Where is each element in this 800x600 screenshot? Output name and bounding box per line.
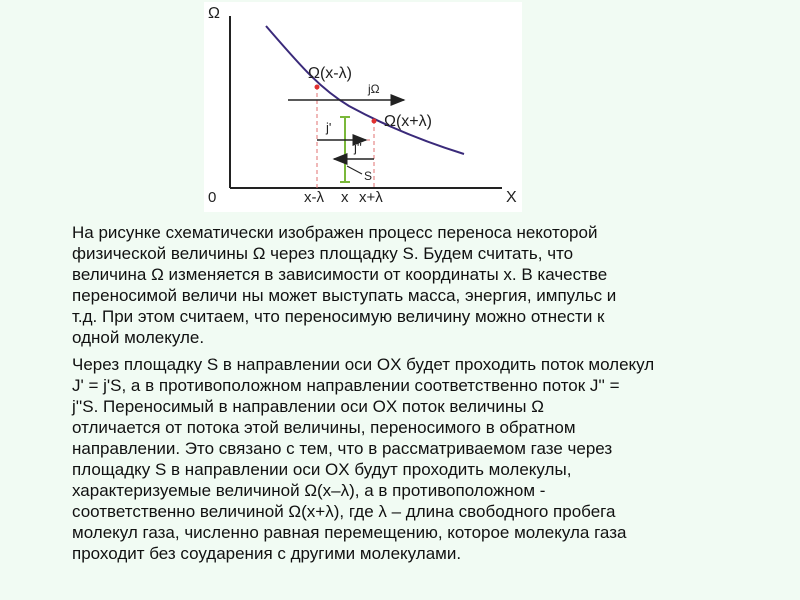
diagram-svg	[204, 2, 522, 212]
paragraph-1	[72, 222, 748, 348]
transfer-diagram	[204, 2, 522, 212]
tick-label-mid: x	[341, 189, 349, 206]
paragraph-2-line: направлении. Это связано с тем, что в рассматриваемом газе через	[72, 439, 613, 458]
area-label: S	[364, 169, 373, 183]
curve-label-right: Ω(x+λ)	[384, 113, 432, 130]
paragraph-2-line: площадку S в направлении оси OX будут проходить молекулы,	[72, 460, 572, 479]
paragraph-1-line: На рисунке схематически изображен процесс переноса некоторой	[72, 223, 598, 242]
paragraph-2-line: Через площадку S в направлении оси OX будет проходить поток молекул	[72, 355, 655, 374]
curve-label-left: Ω(x-λ)	[308, 65, 352, 82]
flux-label-backward: j''	[354, 140, 362, 155]
flux-label-forward: j'	[326, 120, 332, 135]
origin-label: 0	[208, 189, 217, 206]
x-axis-label: X	[506, 189, 517, 206]
flux-label-top: jΩ	[368, 82, 380, 96]
omega-curve	[266, 26, 464, 154]
point-right	[372, 119, 377, 124]
paragraph-1-line: переносимой величи ны может выступать масса, энергия, импульс и	[72, 286, 617, 305]
paragraph-2-line: отличается от потока этой величины, переносимого в обратном	[72, 418, 576, 437]
paragraph-1-line: величина Ω изменяется в зависимости от координаты x. В качестве	[72, 265, 608, 284]
point-left	[315, 85, 320, 90]
paragraph-1-line: физической величины Ω через площадку S. Будем считать, что	[72, 244, 574, 263]
paragraph-2-line: молекул газа, численно равная перемещению, которое молекула газа	[72, 523, 627, 542]
tick-label-left: x-λ	[304, 189, 324, 206]
y-axis-label: Ω	[208, 5, 220, 22]
paragraph-2-line: j''S. Переносимый в направлении оси OX поток величины Ω	[72, 397, 544, 416]
paragraph-1-line: одной молекуле.	[72, 328, 205, 347]
paragraph-2-line: проходит без соударения с другими молекулами.	[72, 544, 462, 563]
paragraph-2-line: J' = j'S, а в противоположном направлении соответственно поток J'' =	[72, 376, 620, 395]
paragraph-2	[72, 354, 748, 564]
paragraph-2-line: характеризуемые величиной Ω(x–λ), а в противоположном -	[72, 481, 546, 500]
paragraph-1-line: т.д. При этом считаем, что переносимую величину можно отнести к	[72, 307, 605, 326]
tick-label-right: x+λ	[359, 189, 383, 206]
area-pointer	[347, 166, 362, 174]
paragraph-2-line: соответственно величиной Ω(x+λ), где λ – длина свободного пробега	[72, 502, 616, 521]
